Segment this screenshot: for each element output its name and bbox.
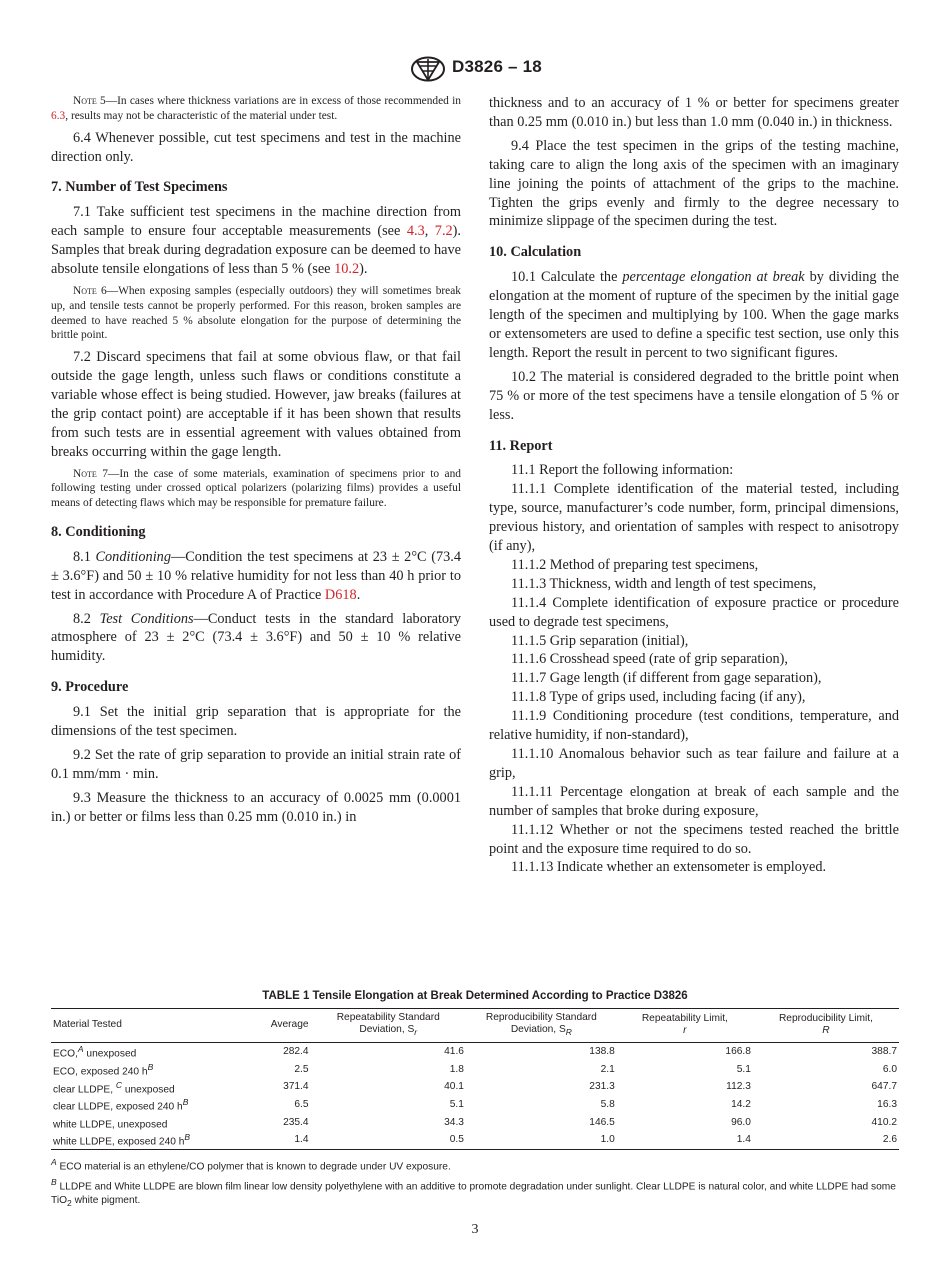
para-8-2: 8.2 Test Conditions—Conduct tests in the standard laboratory atmosphere of 23 ± 2°C (73.4 ± 3.6°F) and 50 ± 10 % relative humidity. [51, 610, 461, 665]
table-1 [51, 990, 899, 1212]
note-7: Note 7—In the case of some materials, examination of specimens prior to and following testing under crossed optical polarizers (polarizing films) provides a useful means of detecting flaws which may be responsible for premature failure. [51, 467, 461, 510]
table-footnotes [51, 1156, 899, 1210]
para-10-1: 10.1 Calculate the percentage elongation at break by dividing the elongation at the moment of rupture of the specimen by the initial gage length of the specimen and multiplying by 100. When the gage marks or extensometers are used to define a specific test section, use only this length. Report the result in percent to two significant figures. [489, 269, 899, 361]
table-header-row [51, 1009, 899, 1043]
report-item: 11.1.3 Thickness, width and length of test specimens, [511, 575, 817, 592]
section-11-heading: 11. Report [489, 437, 553, 454]
table-title: TABLE 1 Tensile Elongation at Break Determined According to Practice D3826 [262, 990, 688, 1002]
table-row: clear LLDPE, $^C$ unexposed 371.4 40.1 231.3 112.3 647.7 [53, 1079, 897, 1096]
section-8-heading: 8. Conditioning [51, 523, 146, 540]
section-9-heading: 9. Procedure [51, 679, 129, 696]
report-item: 11.1.6 Crosshead speed (rate of grip separation), [511, 651, 788, 668]
footnote-b: $^B$ LLDPE and White LLDPE are blown film linear low density polyethylene with an additive to promote degradation under sunlight. Clear LLDPE is natural color, and white LLDPE had some TiO$_2$ white pigment. [51, 1176, 896, 1208]
link-7-2[interactable]: 7.2 [434, 223, 453, 240]
table-row: ECO,$^A$ unexposed 282.4 41.6 138.8 166.8 388.7 [53, 1044, 897, 1060]
report-item: 11.1.10 Anomalous behavior such as tear failure and failure at a grip, [489, 746, 899, 781]
note-5-label: Note 5 [73, 95, 106, 107]
report-item: 11.1.2 Method of preparing test specimens, [511, 556, 759, 573]
para-9-4: 9.4 Place the test specimen in the grips of the testing machine, taking care to align the long axis of the specimen with an imaginary line joining the points of attachment of the grips to the machine. Tighten the grips evenly and firmly to the degree necessary to minimize slippage of the specimen during the test. [489, 137, 899, 230]
table-row: clear LLDPE, exposed 240 $h^B$ 6.5 5.1 5.8 14.2 16.3 [53, 1097, 897, 1113]
table-row: ECO, exposed 240 $h^B$ 2.5 1.8 2.1 5.1 6.0 [53, 1062, 897, 1078]
section-10-heading: 10. Calculation [489, 244, 582, 261]
report-item: 11.1.1 Complete identification of the material tested, including type, source, manufacturer’s code number, form, principal dimensions, previous history, and orientation of samples with respect to anisotropy (if any), [489, 481, 899, 555]
col-rep-sd: Repeatability Standard Deviation, $S_r$ [336, 1012, 440, 1038]
para-9-2: 9.2 Set the rate of grip separation to provide an initial strain rate of 0.1 mm/mm · min. [51, 747, 461, 782]
para-7-2: 7.2 Discard specimens that fail at some obvious flaw, or that fail outside the gage length, unless such flaws or conditions constitute a variable whose effect is being studied. However, jaw breaks (failures at the grip contact point) are acceptable if it has been shown that results from such tests are in essential agreement with values obtained from breaks occurring within the gage length. [51, 349, 461, 460]
col-repro-sd: Reproducibility Standard Deviation, $S_R$ [485, 1012, 597, 1038]
report-item: 11.1.11 Percentage elongation at break of each sample and the number of samples that broke during exposure, [489, 783, 899, 819]
para-8-1: 8.1 Conditioning—Condition the test specimens at 23 ± 2°C (73.4 ± 3.6°F) and 50 ± 10 % relative humidity for not less than 40 h prior to test in accordance with Procedure A of Practice D618. [51, 548, 461, 603]
document-id: D3826 – 18 [452, 57, 542, 76]
report-item: 11.1.9 Conditioning procedure (test conditions, temperature, and relative humidity, if non-standard), [489, 708, 899, 744]
para-9-3-continued: thickness and to an accuracy of 1 % or better for specimens greater than 0.25 mm (0.010 in.) but less than 1.0 mm (0.040 in.) in thickness. [489, 95, 899, 130]
para-9-3: 9.3 Measure the thickness to an accuracy of 0.0025 mm (0.0001 in.) or better or films less than 0.25 mm (0.010 in.) in [51, 789, 461, 825]
para-9-1: 9.1 Set the initial grip separation that is appropriate for the dimensions of the test specimen. [51, 704, 461, 740]
page-number: 3 [471, 1222, 479, 1237]
page-header [0, 56, 950, 84]
report-items [489, 461, 899, 877]
report-item: 11.1.8 Type of grips used, including facing (if any), [511, 689, 806, 706]
report-item: 11.1.13 Indicate whether an extensometer is employed. [511, 859, 827, 876]
link-6-3[interactable]: 6.3 [51, 109, 66, 122]
note-6: Note 6—When exposing samples (especially outdoors) they will sometimes break up, and tensile tests cannot be properly performed. For this reason, broken samples are deemed to have reached 5 % absolute elongation for the purpose of determining the brittle point. [51, 284, 461, 342]
col-average: Average [270, 1019, 309, 1031]
footnote-a: $^A$ ECO material is an ethylene/CO polymer that is known to degrade under UV exposure. [51, 1157, 451, 1173]
para-7-1: 7.1 Take sufficient test specimens in the machine direction from each sample to ensure four acceptable measurements (see 4.3, 7.2). Samples that break during degradation exposure can be deemed to have absolute tensile elongations of less than 5 % (see 10.2). [51, 204, 462, 278]
report-item: 11.1.12 Whether or not the specimens tested reached the brittle point and the exposure time required to do so. [489, 821, 899, 857]
section-7-heading: 7. Number of Test Specimens [51, 179, 228, 196]
table-row: white LLDPE, exposed 240 $h^B$ 1.4 0.5 1.0 1.4 2.6 [53, 1132, 897, 1148]
note-5: Note 5—In cases where thickness variations are in excess of those recommended in 6.3, results may not be characteristic of the material under test. [51, 95, 461, 122]
report-item: 11.1.5 Grip separation (initial), [511, 632, 689, 649]
report-item: 11.1.4 Complete identification of exposure practice or procedure used to degrade test specimens, [489, 594, 899, 630]
col-rep-lim: Repeatability Limit, r [641, 1013, 728, 1037]
astm-logo-icon [410, 56, 446, 82]
para-10-2: 10.2 The material is considered degraded to the brittle point when 75 % or more of the test specimens have a tensile elongation of 5 % or less. [489, 368, 899, 423]
link-d618[interactable]: D618 [324, 586, 357, 603]
elongation-table [51, 1008, 899, 1150]
link-4-3[interactable]: 4.3 [406, 223, 425, 240]
col-repro-lim: Reproducibility Limit, R [778, 1013, 873, 1037]
left-column [51, 94, 461, 832]
report-item: 11.1.7 Gage length (if different from gage separation), [511, 670, 822, 687]
report-item: 11.1 Report the following information: [511, 462, 734, 479]
link-10-2[interactable]: 10.2 [334, 261, 360, 278]
right-column [489, 94, 899, 877]
col-material: Material Tested [53, 1019, 122, 1031]
table-row: white LLDPE, unexposed 235.4 34.3 146.5 96.0 410.2 [53, 1116, 897, 1131]
para-6-4: 6.4 Whenever possible, cut test specimens and test in the machine direction only. [51, 129, 461, 165]
